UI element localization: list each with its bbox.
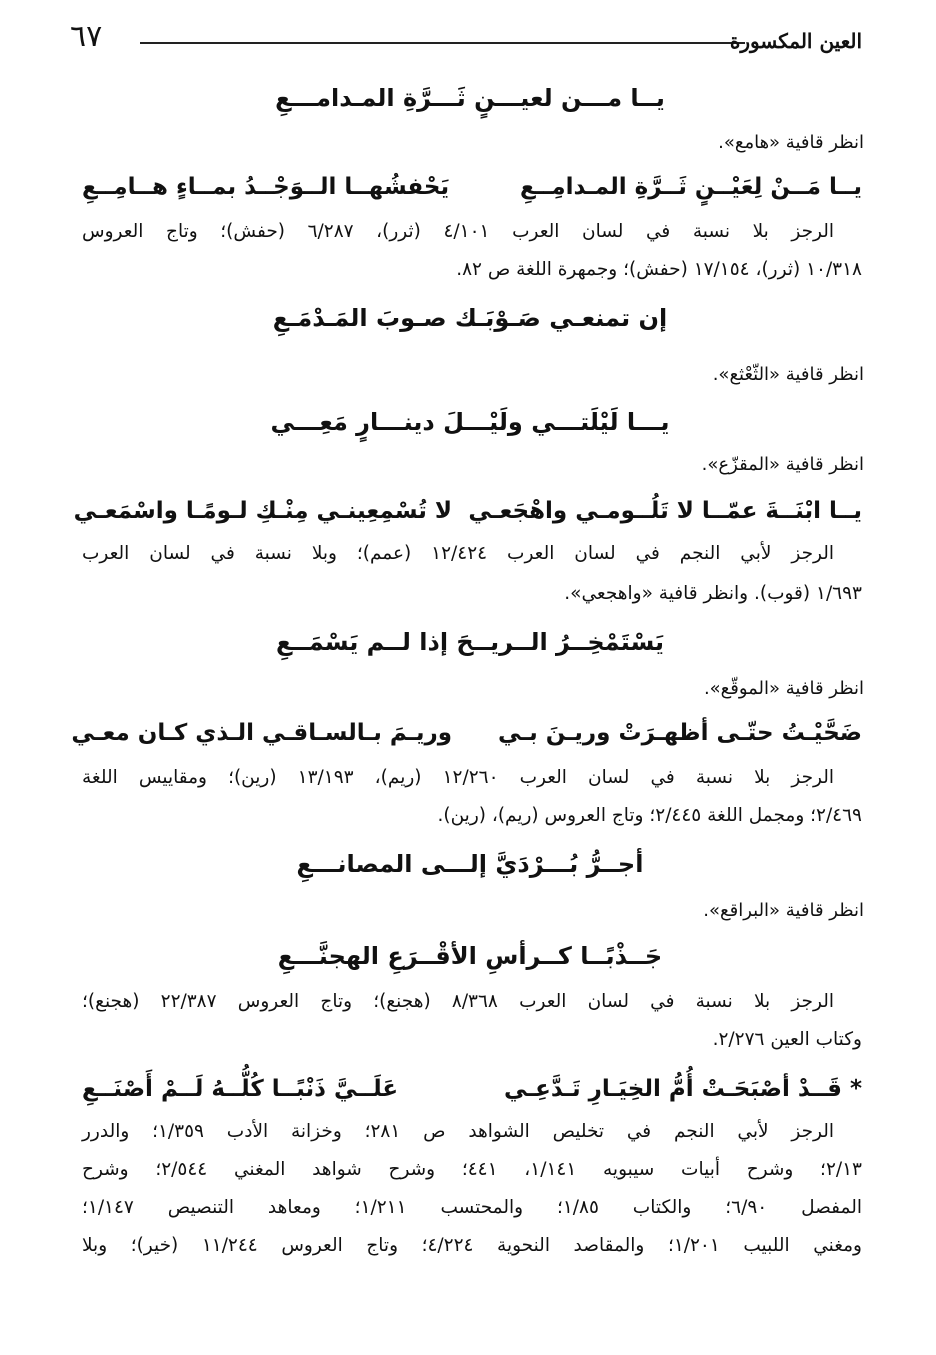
commentary-line: ٢/١٣؛ وشرح أبيات سيبويه ١/١٤١، ٤٤١؛ وشرح شواهد المغني ٢/٥٤٤؛ وشرح <box>82 1159 862 1180</box>
verse-hemistich-second: وريـمَ بـالسـاقـي الـذي كـان معـي <box>71 720 452 746</box>
commentary-line: المفصل ٦/٩٠؛ والكتاب ١/٨٥؛ والمحتسب ١/٢١١؛ ومعاهد التنصيص ١/١٤٧؛ <box>82 1197 862 1218</box>
commentary-line: ١/٦٩٣ (قوب). وانظر قافية «واهجعي». <box>564 583 862 604</box>
reference-note: انظر قافية «الثّعْثع». <box>712 364 864 385</box>
verse-couplet <box>82 1068 862 1110</box>
commentary-line: الرجز بلا نسبة في لسان العرب ٨/٣٦٨ (هجنع)؛ وتاج العروس ٢٢/٣٨٧ (هجنع)؛ <box>82 991 834 1012</box>
verse-line: يَسْتَمْخِــرُ الــريــحَ إذا لــم يَسْمَــعِ <box>276 628 664 656</box>
page-header <box>0 0 936 60</box>
commentary-line: ٢/٤٦٩؛ ومجمل اللغة ٢/٤٤٥؛ وتاج العروس (ريم)، (رين). <box>437 805 862 826</box>
reference-note: انظر قافية «البراقع». <box>703 900 864 921</box>
verse-hemistich-second: عَلَــيَّ ذَنْبًــا كُلُّــهُ لَــمْ أَصْنَــعِ <box>82 1076 399 1102</box>
commentary-line: الرجز بلا نسبة في لسان العرب ١٢/٢٦٠ (ريم)، ١٣/١٩٣ (رين)؛ ومقاييس اللغة <box>82 767 834 788</box>
commentary-line: الرجز بلا نسبة في لسان العرب ٤/١٠١ (ثرر)، ٦/٢٨٧ (حفش)؛ وتاج العروس <box>82 221 834 242</box>
verse-hemistich-second: لا تُسْمِعِينـي مِنْـكِ لـومًـا واسْمَعـي <box>73 498 452 524</box>
header-rule <box>140 42 745 44</box>
verse-line: أجــرُّ بُـــرْدَيَّ إلـــى المصانـــعِ <box>296 850 644 878</box>
verse-line: يــا مـــن لعيـــنٍ ثَـــرَّةِ المـدامـــعِ <box>275 84 665 112</box>
commentary-line: الرجز لأبي النجم في تخليص الشواهد ص ٢٨١؛ وخزانة الأدب ١/٣٥٩؛ والدرر <box>82 1121 834 1142</box>
verse-line: يـــا لَيْلَتـــي ولَيْـــلَ دينـــارٍ مَعِـــي <box>270 408 670 436</box>
verse-hemistich-first: يــا مَــنْ لِعَيْــنٍ ثَــرَّةِ المـدامِــعِ <box>519 174 862 200</box>
commentary-line: ومغني اللبيب ١/٢٠١؛ والمقاصد النحوية ٤/٢٢٤؛ وتاج العروس ١١/٢٤٤ (خير)؛ وبلا <box>82 1235 862 1256</box>
page-number: ٦٧ <box>70 19 103 54</box>
verse-line: جَــذْبًــا كــرأسِ الأقْــرَعِ الهجنَّـــعِ <box>277 942 663 970</box>
verse-hemistich-first: ضَحَّيْـتُ حتّـى أظهـرَتْ وريـنَ بـي <box>497 720 862 746</box>
reference-note: انظر قافية «المقزّع». <box>701 454 864 475</box>
verse-hemistich-second: يَحْفشُهــا الــوَجْــدُ بمــاءٍ هــامِــعِ <box>82 174 450 200</box>
running-title: العين المكسورة <box>729 29 862 53</box>
commentary-line: وكتاب العين ٢/٢٧٦. <box>712 1029 862 1050</box>
reference-note: انظر قافية «الموقّع». <box>703 678 864 699</box>
reference-note: انظر قافية «هامع». <box>718 132 864 153</box>
commentary-line: ١٠/٣١٨ (ثرر)، ١٧/١٥٤ (حفش)؛ وجمهرة اللغة ص ٨٢. <box>456 259 862 280</box>
commentary-line: الرجز لأبي النجم في لسان العرب ١٢/٤٢٤ (عمم)؛ وبلا نسبة في لسان العرب <box>82 543 834 564</box>
verse-couplet <box>71 712 862 754</box>
verse-couplet <box>73 490 862 532</box>
verse-line: إن تمنعـي صَـوْبَـك صـوبَ المَـدْمَـعِ <box>272 304 668 332</box>
verse-hemistich-first: يــا ابْنَــةَ عمّــا لا تَلُــومـي واهْجَعـي <box>468 498 862 524</box>
verse-hemistich-first: * قَــدْ أصْبَحَـتْ أُمُّ الخِيَـارِ تَـدَّعِـي <box>503 1076 862 1102</box>
verse-couplet <box>82 166 862 208</box>
